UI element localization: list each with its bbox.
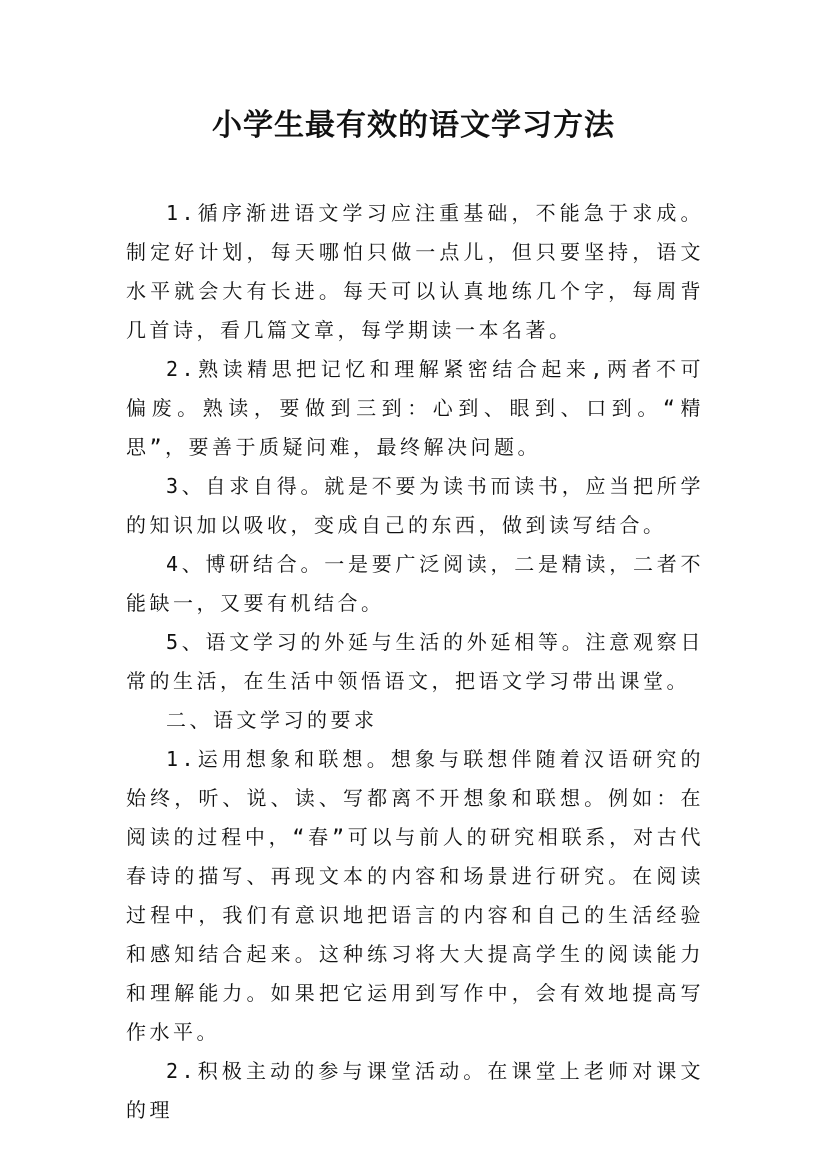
paragraph-3: 3、自求自得。就是不要为读书而读书，应当把所学的知识加以吸收，变成自己的东西，做到读写结合。 [126, 474, 704, 537]
paragraph-1: 1.循序渐进语文学习应注重基础，不能急于求成。制定好计划，每天哪怕只做一点儿，但只要坚持，语文水平就会大有长进。每天可以认真地练几个字，每周背几首诗，看几篇文章，每学期读一本名著。 [126, 201, 704, 342]
paragraph-4: 4、博研结合。一是要广泛阅读，二是精读，二者不能缺一，又要有机结合。 [126, 552, 704, 615]
paragraph-6: 1.运用想象和联想。想象与联想伴随着汉语研究的始终，听、说、读、写都离不开想象和联想。例如：在阅读的过程中，“春”可以与前人的研究相联系，对古代春诗的描写、再现文本的内容和场景进行研究。在阅读过程中，我们有意识地把语言的内容和自己的生活经验和感知结合起来。这种练习将大大提高学生的阅读能力和理解能力。如果把它运用到写作中，会有效地提高写作水平。 [126, 747, 704, 1044]
section-heading: 二、语文学习的要求 [166, 708, 378, 732]
paragraph-2: 2.熟读精思把记忆和理解紧密结合起来,两者不可偏废。熟读，要做到三到：心到、眼到、口到。“精思”，要善于质疑问难，最终解决问题。 [126, 357, 704, 459]
document-body [126, 194, 704, 1130]
document-title: 小学生最有效的语文学习方法 [212, 108, 615, 143]
paragraph-7: 2.积极主动的参与课堂活动。在课堂上老师对课文的理 [126, 1059, 704, 1122]
paragraph-5: 5、语文学习的外延与生活的外延相等。注意观察日常的生活，在生活中领悟语文，把语文学习带出课堂。 [126, 630, 704, 693]
